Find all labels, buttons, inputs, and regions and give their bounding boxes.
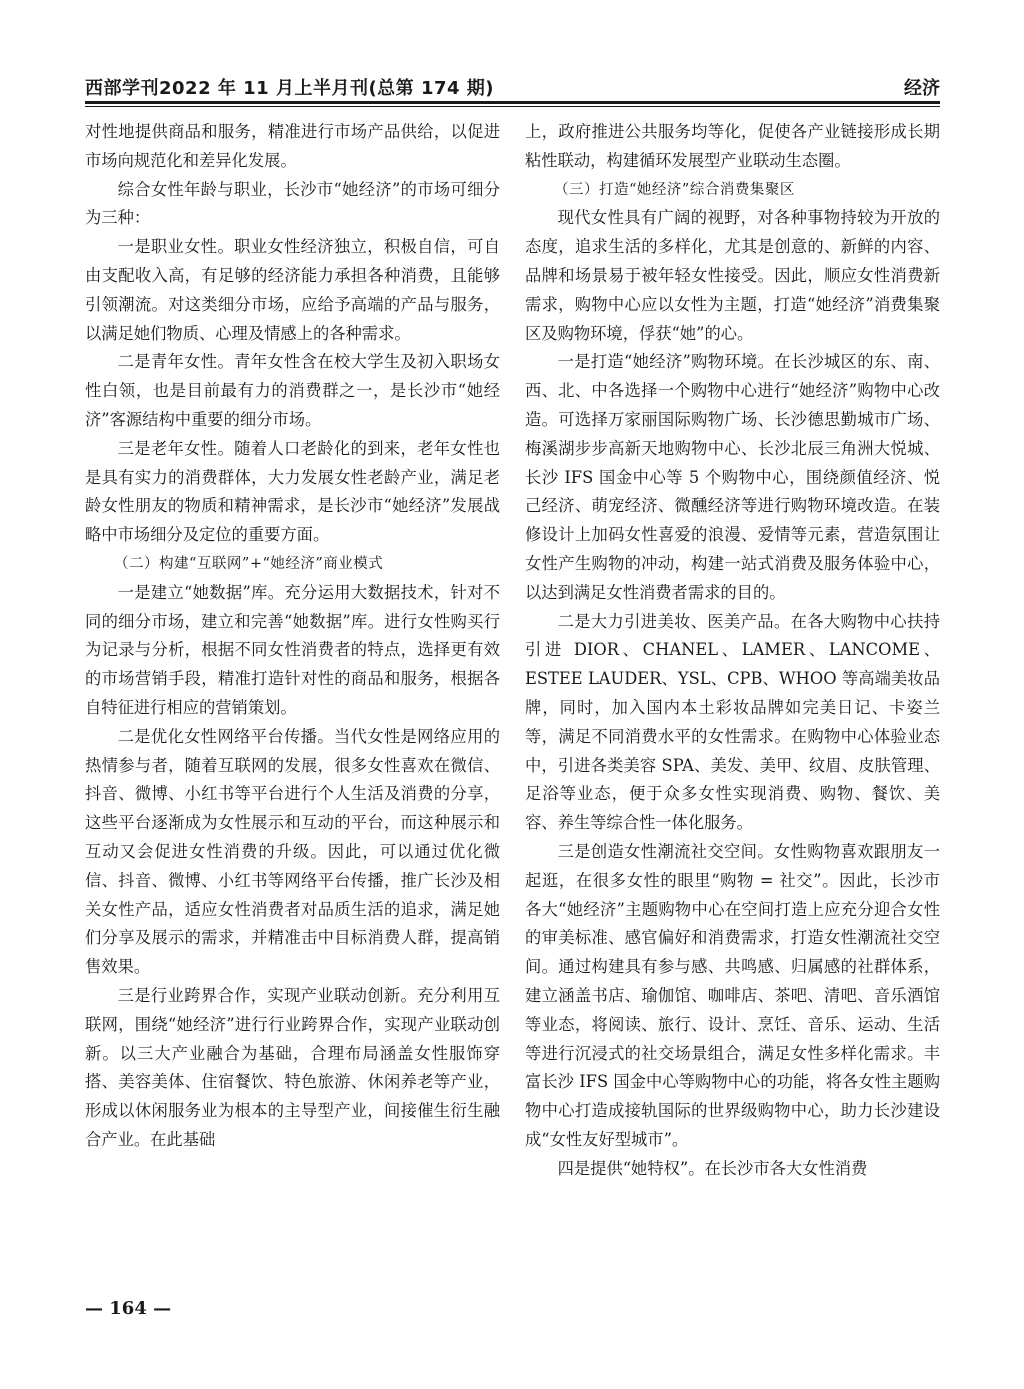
running-header bbox=[85, 70, 940, 100]
section-label: 经济 bbox=[904, 78, 940, 99]
body-paragraph: 一是建立“她数据”库。充分运用大数据技术，针对不同的细分市场，建立和完善“她数据”库。进行女性购买行为记录与分析，根据不同女性消费者的特点，选择更有效的市场营销手段，精准打造针对性的商品和服务，根据各自特征进行相应的营销策划。 bbox=[85, 582, 500, 717]
body-paragraph: 上，政府推进公共服务均等化，促使各产业链接形成长期粘性联动，构建循环发展型产业联动生态圈。 bbox=[525, 122, 940, 170]
body-paragraph: 现代女性具有广阔的视野，对各种事物持较为开放的态度，追求生活的多样化，尤其是创意的、新鲜的内容、品牌和场景易于被年轻女性接受。因此，顺应女性消费新需求，购物中心应以女性为主题，打造“她经济”消费集聚区及购物环境，俘获“她”的心。 bbox=[525, 208, 940, 343]
right-column bbox=[525, 118, 940, 1183]
header-rule-thin bbox=[85, 106, 940, 107]
section-subheading: （二）构建“互联网”+“她经济”商业模式 bbox=[114, 555, 384, 572]
body-paragraph: 三是创造女性潮流社交空间。女性购物喜欢跟朋友一起逛，在很多女性的眼里“购物 = 社交”。因此，长沙市各大“她经济”主题购物中心在空间打造上应充分迎合女性的审美标准、感官偏好和消费需求，打造女性潮流社交空间。通过构建具有参与感、共鸣感、归属感的社群体系，建立涵盖书店、瑜伽馆、咖啡店、茶吧、清吧、音乐酒馆等业态，将阅读、旅行、设计、烹饪、音乐、运动、生活等进行沉浸式的社交场景组合，满足女性多样化需求。丰富长沙 IFS 国金中心等购物中心的功能，将各女性主题购物中心打造成接轨国际的世界级购物中心，助力长沙建设成“女性友好型城市”。 bbox=[525, 841, 940, 1149]
body-paragraph: 四是提供“她特权”。在长沙市各大女性消费 bbox=[557, 1158, 868, 1178]
body-paragraph: 综合女性年龄与职业，长沙市“她经济”的市场可细分为三种： bbox=[85, 179, 500, 228]
body-paragraph: 对性地提供商品和服务，精准进行市场产品供给，以促进市场向规范化和差异化发展。 bbox=[85, 122, 500, 170]
body-paragraph: 三是行业跨界合作，实现产业联动创新。充分利用互联网，围绕“她经济”进行行业跨界合作，实现产业联动创新。以三大产业融合为基础，合理布局涵盖女性服饰穿搭、美容美体、住宿餐饮、特色旅游、休闲养老等产业，形成以休闲服务业为根本的主导型产业，间接催生衍生融合产业。在此基础 bbox=[85, 985, 500, 1149]
body-paragraph: 一是职业女性。职业女性经济独立，积极自信，可自由支配收入高，有足够的经济能力承担各种消费，且能够引领潮流。对这类细分市场，应给予高端的产品与服务，以满足她们物质、心理及情感上的各种需求。 bbox=[85, 237, 500, 343]
journal-title: 西部学刊2022 年 11 月上半月刊(总第 174 期) bbox=[85, 78, 495, 99]
page-number: — 164 — bbox=[85, 1298, 172, 1319]
section-subheading: （三）打造“她经济”综合消费集聚区 bbox=[554, 181, 795, 198]
body-paragraph: 二是优化女性网络平台传播。当代女性是网络应用的热情参与者，随着互联网的发展，很多女性喜欢在微信、抖音、微博、小红书等平台进行个人生活及消费的分享，这些平台逐渐成为女性展示和互动的平台，而这种展示和互动又会促进女性消费的升级。因此，可以通过优化微信、抖音、微博、小红书等网络平台传播，推广长沙及相关女性产品，适应女性消费者对品质生活的追求，满足她们分享及展示的需求，并精准击中目标消费人群，提高销售效果。 bbox=[85, 726, 500, 977]
left-column bbox=[85, 118, 500, 1155]
body-paragraph: 三是老年女性。随着人口老龄化的到来，老年女性也是具有实力的消费群体，大力发展女性老龄产业，满足老龄女性朋友的物质和精神需求，是长沙市“她经济”发展战略中市场细分及定位的重要方面。 bbox=[85, 438, 500, 545]
header-rule-thick bbox=[85, 101, 940, 104]
body-paragraph: 一是打造“她经济”购物环境。在长沙城区的东、南、西、北、中各选择一个购物中心进行“她经济”购物中心改造。可选择万家丽国际购物广场、长沙德思勤城市广场、梅溪湖步步高新天地购物中心、长沙北辰三角洲大悦城、长沙 IFS 国金中心等 5 个购物中心，围绕颜值经济、悦己经济、萌宠经济、微醺经济等进行购物环境改造。在装修设计上加码女性喜爱的浪漫、爱情等元素，营造氛围让女性产生购物的冲动，构建一站式消费及服务体验中心，以达到满足女性消费者需求的目的。 bbox=[525, 352, 940, 602]
body-paragraph: 二是青年女性。青年女性含在校大学生及初入职场女性白领，也是目前最有力的消费群之一，是长沙市“她经济”客源结构中重要的细分市场。 bbox=[85, 352, 500, 429]
body-paragraph: 二是大力引进美妆、医美产品。在各大购物中心扶持引进 DIOR、CHANEL、LAMER、LANCOME、ESTEE LAUDER、YSL、CPB、WHOO 等高端美妆品牌，同时，加入国内本土彩妆品牌如完美日记、卡姿兰等，满足不同消费水平的女性需求。在购物中心体验业态中，引进各类美容 SPA、美发、美甲、纹眉、皮肤管理、足浴等业态，便于众多女性实现消费、购物、餐饮、美容、养生等综合性一体化服务。 bbox=[525, 611, 940, 833]
